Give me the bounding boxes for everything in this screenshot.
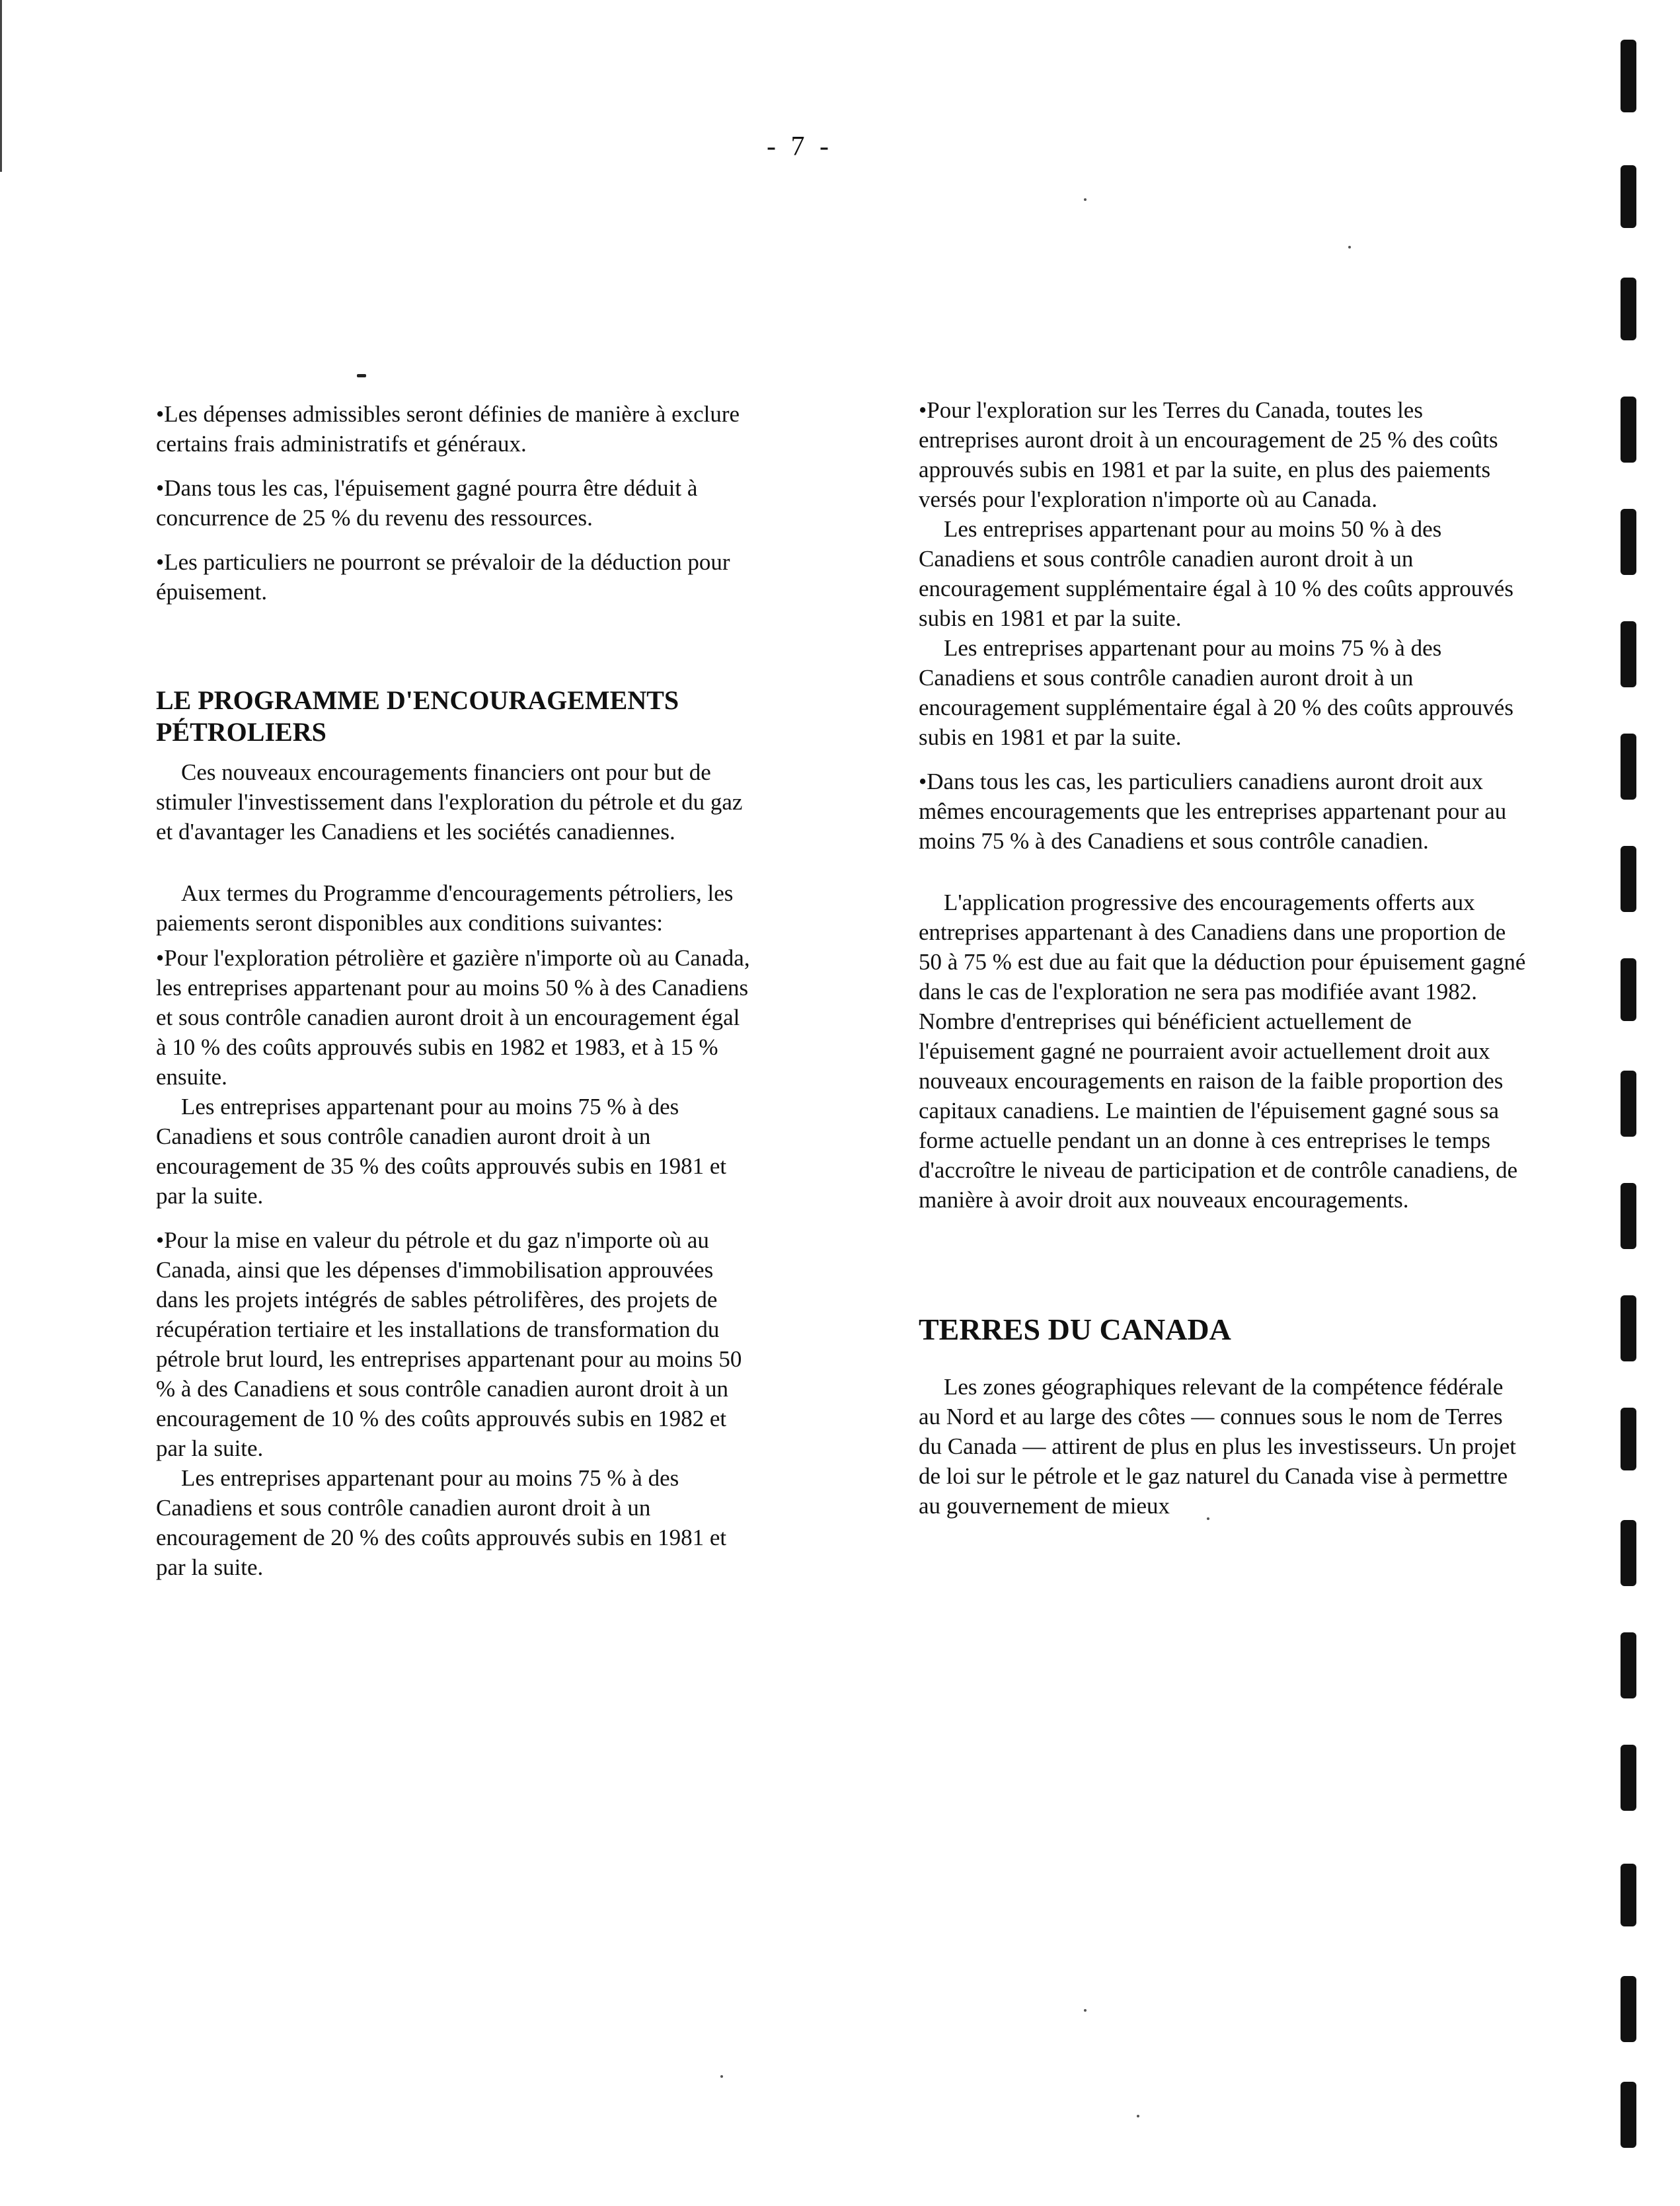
bullet-individuals-depletion: •Les particuliers ne pourront se prévaloir de la déduction pour épuisement. <box>156 549 730 605</box>
sub-paragraph-development-75: Les entreprises appartenant pour au moins 75 % à des Canadiens et sous contrôle canadien auront droit à un encouragement de 20 % des coûts approuvés subis en 1981 et par la suite. <box>156 1465 727 1580</box>
bullet-depletion-limit: •Dans tous les cas, l'épuisement gagné pourra être déduit à concurrence de 25 % du revenu des ressources. <box>156 475 698 531</box>
sub-paragraph-canada-lands-75: Les entreprises appartenant pour au moins 75 % à des Canadiens et sous contrôle canadien auront droit à un encouragement supplémentaire égal à 20 % des coûts approuvés subis en 1981 et par la suite. <box>919 635 1513 750</box>
scan-speck <box>1084 2009 1087 2012</box>
bullet-canadian-individuals: •Dans tous les cas, les particuliers canadiens auront droit aux mêmes encouragements que les entreprises appartenant pour au moins 75 % à des Canadiens et sous contrôle canadien. <box>919 769 1507 854</box>
section-heading-canada-lands: TERRES DU CANADA <box>919 1312 1231 1346</box>
scan-speck <box>1207 1517 1209 1520</box>
paragraph-payment-conditions: Aux termes du Programme d'encouragements pétroliers, les paiements seront disponibles aux conditions suivantes: <box>156 880 734 936</box>
bullet-eligible-expenses: •Les dépenses admissibles seront définies de manière à exclure certains frais administratifs et généraux. <box>156 401 740 457</box>
binding-punch-marks <box>1621 40 1640 2154</box>
paragraph-progressive-application: L'application progressive des encouragements offerts aux entreprises appartenant à des Canadiens dans une proportion de 50 à 75 % est due au fait que la déduction pour épuisement gagné dans le cas de l'exploration ne sera pas modifiée avant 1982. Nombre d'entreprises qui bénéficient actuellement de l'épuisement gagné ne pourraient avoir actuellement droit aux nouveaux encouragements en raison de la faible proportion des capitaux canadiens. Le maintien de l'épuisement gagné sous sa forme actuelle pendant un an donne à ces entreprises le temps d'accroître le niveau de participation et de contrôle canadiens, de manière à avoir droit aux nouveaux encouragements. <box>919 890 1526 1213</box>
bullet-development-anywhere: •Pour la mise en valeur du pétrole et du gaz n'importe où au Canada, ainsi que les dépenses d'immobilisation approuvées dans les projets intégrés de sables pétrolifères, des projets de récupération tertiaire et les installations de transformation du pétrole brut lourd, les entreprises appartenant pour au moins 50 % à des Canadiens et sous contrôle canadien auront droit à un encouragement de 10 % des coûts approuvés subis en 1982 et par la suite. <box>156 1227 742 1461</box>
scan-speck <box>1137 2115 1139 2117</box>
section-heading-petroleum-incentives: LE PROGRAMME D'ENCOURAGEMENTS PÉTROLIERS <box>156 685 679 747</box>
bullet-exploration-anywhere: •Pour l'exploration pétrolière et gazière n'importe où au Canada, les entreprises appartenant pour au moins 50 % à des Canadiens et sous contrôle canadien auront droit à un encouragement égal à 10 % des coûts approuvés subis en 1982 et 1983, et à 15 % ensuite. <box>156 945 750 1090</box>
paragraph-canada-lands: Les zones géographiques relevant de la compétence fédérale au Nord et au large des côtes — connues sous le nom de Terres du Canada — attirent de plus en plus les investisseurs. Un projet de loi sur le pétrole et le gaz naturel du Canada vise à permettre au gouvernement de mieux <box>919 1374 1517 1519</box>
page-number: - 7 - <box>767 132 833 162</box>
sub-paragraph-exploration-75: Les entreprises appartenant pour au moins 75 % à des Canadiens et sous contrôle canadien auront droit à un encouragement de 35 % des coûts approuvés subis en 1981 et par la suite. <box>156 1094 727 1209</box>
paragraph-incentives-purpose: Ces nouveaux encouragements financiers ont pour but de stimuler l'investissement dans l'exploration du pétrole et du gaz et d'avantager les Canadiens et les sociétés canadiennes. <box>156 759 743 845</box>
scan-speck <box>1348 246 1351 248</box>
scan-speck <box>1084 198 1087 201</box>
scan-edge-rule <box>0 0 2 172</box>
scan-speck <box>357 374 366 377</box>
bullet-canada-lands-exploration: •Pour l'exploration sur les Terres du Canada, toutes les entreprises auront droit à un encouragement de 25 % des coûts approuvés subis en 1981 et par la suite, en plus des paiements versés pour l'exploration n'importe où au Canada. <box>919 397 1498 512</box>
sub-paragraph-canada-lands-50: Les entreprises appartenant pour au moins 50 % à des Canadiens et sous contrôle canadien auront droit à un encouragement supplémentaire égal à 10 % des coûts approuvés subis en 1981 et par la suite. <box>919 516 1513 631</box>
right-column <box>919 395 1527 1521</box>
scan-speck <box>720 2075 723 2078</box>
left-column <box>156 399 751 1582</box>
